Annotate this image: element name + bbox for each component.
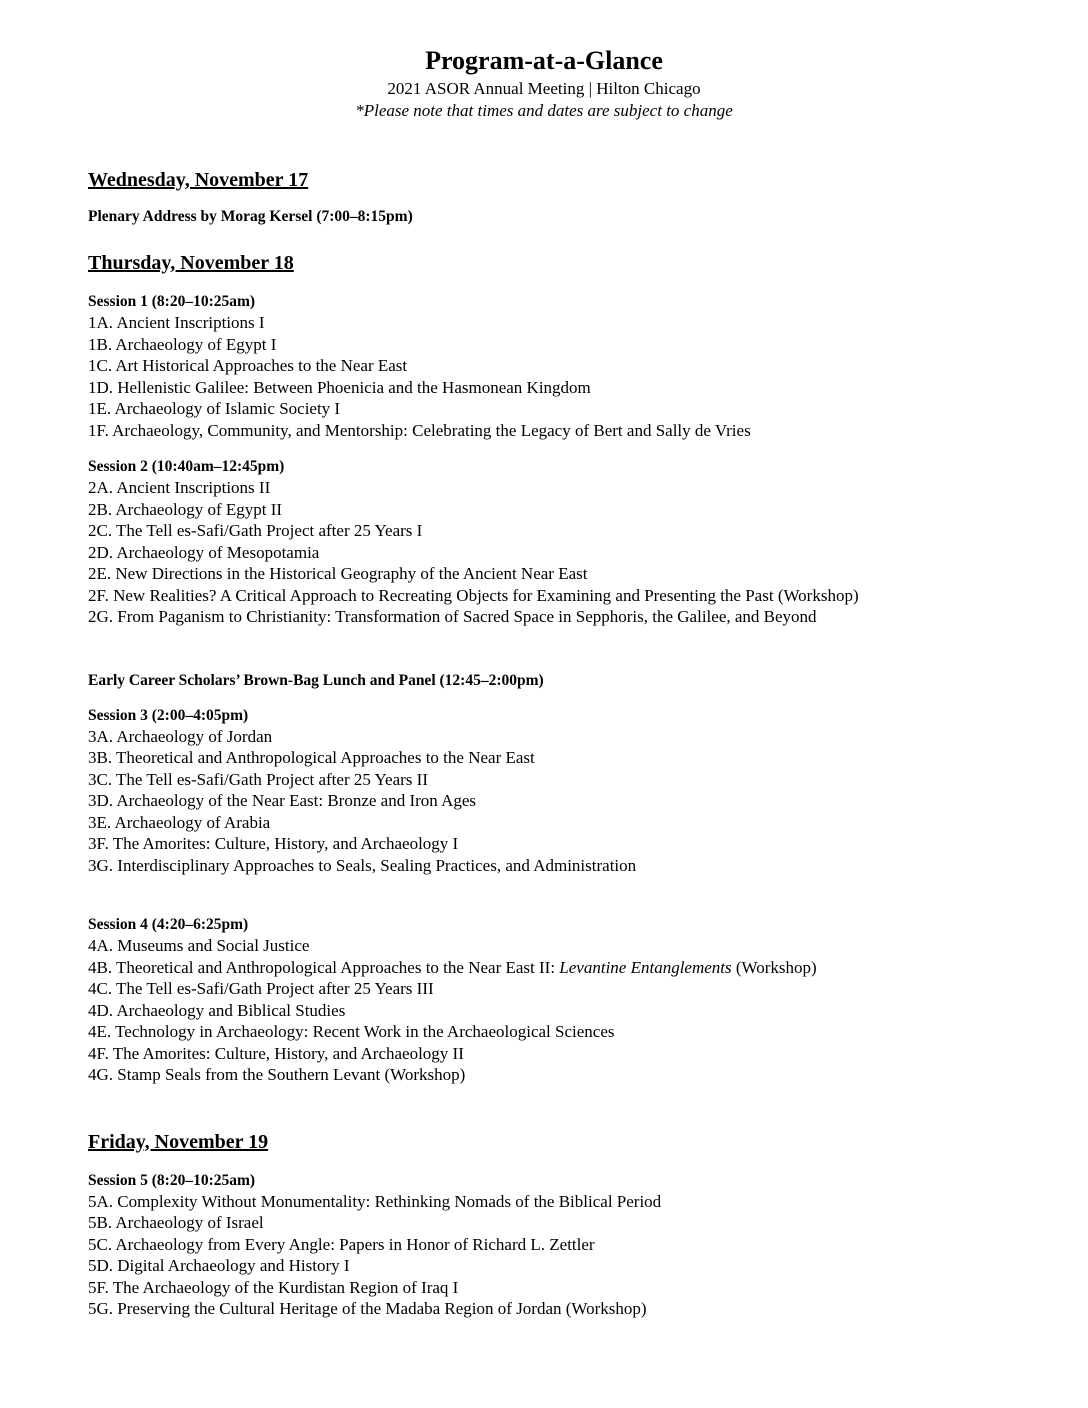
program-content	[88, 166, 1048, 1320]
schedule-note: *Please note that times and dates are subject to change	[355, 101, 733, 120]
session-1-heading: Session 1 (8:20–10:25am)	[88, 293, 256, 310]
session-item: 4D. Archaeology and Biblical Studies	[88, 1000, 346, 1020]
session-item: 4A. Museums and Social Justice	[88, 936, 310, 955]
session-item: 2B. Archaeology of Egypt II	[88, 499, 283, 519]
page-subtitle: 2021 ASOR Annual Meeting | Hilton Chicago	[387, 79, 701, 98]
brown-bag-lunch: Early Career Scholars’ Brown-Bag Lunch and Panel (12:45–2:00pm)	[88, 671, 544, 689]
day-heading-wednesday: Wednesday, November 17	[88, 169, 309, 191]
session-item: 5B. Archaeology of Israel	[88, 1213, 264, 1232]
session-item: 2D. Archaeology of Mesopotamia	[88, 542, 320, 562]
session-item: 1E. Archaeology of Islamic Society I	[88, 399, 341, 418]
session-item: 1C. Art Historical Approaches to the Near East	[88, 356, 408, 375]
session-item: 3A. Archaeology of Jordan	[88, 726, 273, 746]
session-item: 3E. Archaeology of Arabia	[88, 812, 271, 832]
session-item-4b-italic: Levantine Entanglements	[559, 957, 732, 977]
session-item: 1D. Hellenistic Galilee: Between Phoenicia and the Hasmonean Kingdom	[88, 377, 591, 397]
session-item: 3C. The Tell es-Safi/Gath Project after 25 Years II	[88, 769, 428, 789]
session-item: 5G. Preserving the Cultural Heritage of the Madaba Region of Jordan (Workshop)	[88, 1299, 647, 1318]
session-item: 4C. The Tell es-Safi/Gath Project after 25 Years III	[88, 979, 434, 998]
session-item: 3B. Theoretical and Anthropological Approaches to the Near East	[88, 748, 535, 767]
session-item: 1A. Ancient Inscriptions I	[88, 313, 265, 332]
session-item: 5D. Digital Archaeology and History I	[88, 1256, 350, 1275]
session-item: 3D. Archaeology of the Near East: Bronze and Iron Ages	[88, 791, 477, 810]
session-item: 4G. Stamp Seals from the Southern Levant (Workshop)	[88, 1065, 466, 1084]
session-item: 2E. New Directions in the Historical Geography of the Ancient Near East	[88, 564, 588, 583]
session-item: 3F. The Amorites: Culture, History, and Archaeology I	[88, 834, 459, 853]
session-item: 3G. Interdisciplinary Approaches to Seals, Sealing Practices, and Administration	[88, 855, 637, 875]
day-heading-friday: Friday, November 19	[88, 1130, 269, 1153]
session-item: 2C. The Tell es-Safi/Gath Project after 25 Years I	[88, 521, 423, 540]
session-item: 2F. New Realities? A Critical Approach to Recreating Objects for Examining and Presenting the Past (Workshop)	[88, 585, 859, 605]
session-item-4b	[88, 957, 1048, 979]
session-item: 1F. Archaeology, Community, and Mentorship: Celebrating the Legacy of Bert and Sally de Vries	[88, 420, 751, 440]
session-5-heading: Session 5 (8:20–10:25am)	[88, 1171, 256, 1189]
page-title: Program-at-a-Glance	[425, 46, 663, 75]
session-item: 5A. Complexity Without Monumentality: Rethinking Nomads of the Biblical Period	[88, 1191, 662, 1211]
session-item: 5C. Archaeology from Every Angle: Papers in Honor of Richard L. Zettler	[88, 1234, 595, 1254]
session-item: 2G. From Paganism to Christianity: Transformation of Sacred Space in Sepphoris, the Galilee, and Beyond	[88, 607, 817, 626]
session-4-heading: Session 4 (4:20–6:25pm)	[88, 916, 249, 933]
session-2-heading: Session 2 (10:40am–12:45pm)	[88, 458, 285, 475]
session-item-4b-prefix: 4B. Theoretical and Anthropological Approaches to the Near East II:	[88, 957, 560, 977]
session-item: 1B. Archaeology of Egypt I	[88, 334, 277, 354]
session-item: 2A. Ancient Inscriptions II	[88, 478, 271, 497]
session-item: 4E. Technology in Archaeology: Recent Work in the Archaeological Sciences	[88, 1022, 615, 1041]
session-3-heading: Session 3 (2:00–4:05pm)	[88, 706, 249, 724]
session-item-4b-suffix: (Workshop)	[731, 957, 817, 977]
day-heading-thursday: Thursday, November 18	[88, 252, 294, 274]
plenary-address: Plenary Address by Morag Kersel (7:00–8:15pm)	[88, 208, 413, 225]
session-item: 4F. The Amorites: Culture, History, and Archaeology II	[88, 1043, 464, 1063]
session-item: 5F. The Archaeology of the Kurdistan Region of Iraq I	[88, 1277, 459, 1297]
